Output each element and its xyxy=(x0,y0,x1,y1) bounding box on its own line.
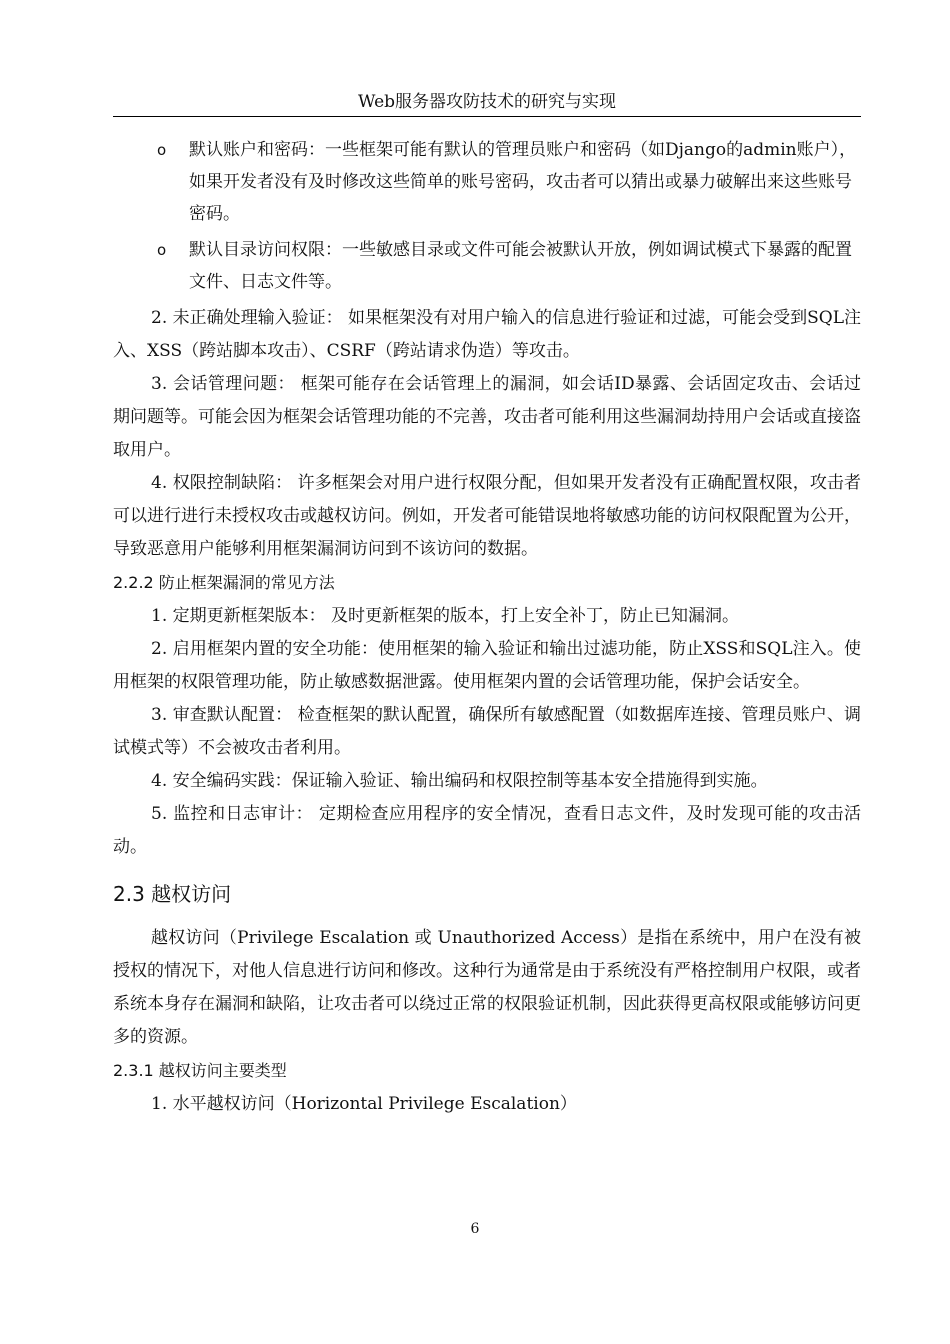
method-item-builtin-security: 2. 启用框架内置的安全功能：使用框架的输入验证和输出过滤功能，防止XSS和SQL注入。使用框架的权限管理功能，防止敏感数据泄露。使用框架内置的会话管理功能，保护会话安全。 xyxy=(113,639,861,692)
method-item-update: 1. 定期更新框架版本： 及时更新框架的版本，打上安全补丁，防止已知漏洞。 xyxy=(151,606,740,626)
header-divider xyxy=(113,116,861,117)
page-number: 6 xyxy=(470,1221,480,1237)
method-item-review-config: 3. 审查默认配置： 检查框架的默认配置，确保所有敏感配置（如数据库连接、管理员账户、调试模式等）不会被攻击者利用。 xyxy=(113,705,861,758)
vuln-item-access-control: 4. 权限控制缺陷： 许多框架会对用户进行权限分配，但如果开发者没有正确配置权限，攻击者可以进行进行未授权攻击或越权访问。例如，开发者可能错误地将敏感功能的访问权限配置为公开，导致恶意用户能够利用框架漏洞访问到不该访问的数据。 xyxy=(113,473,861,559)
section-2-3-intro: 越权访问（Privilege Escalation 或 Unauthorized Access）是指在系统中，用户在没有被授权的情况下，对他人信息进行访问和修改。这种行为通常是由于系统没有严格控制用户权限，或者系统本身存在漏洞和缺陷，让攻击者可以绕过正常的权限验证机制，因此获得更高权限或能够访问更多的资源。 xyxy=(113,928,861,1047)
type-item-horizontal: 1. 水平越权访问（Horizontal Privilege Escalation） xyxy=(151,1094,577,1114)
method-item-secure-coding: 4. 安全编码实践：保证输入验证、输出编码和权限控制等基本安全措施得到实施。 xyxy=(151,771,768,791)
bullet-text: 默认账户和密码：一些框架可能有默认的管理员账户和密码（如Django的admin账户），如果开发者没有及时修改这些简单的账号密码，攻击者可以猜出或暴力破解出来这些账号密码。 xyxy=(189,140,857,224)
bullet-circle-icon: o xyxy=(157,241,167,259)
page-content xyxy=(113,134,861,1121)
vuln-item-input-validation: 2. 未正确处理输入验证： 如果框架没有对用户输入的信息进行验证和过滤，可能会受到SQL注入、XSS（跨站脚本攻击）、CSRF（跨站请求伪造）等攻击。 xyxy=(113,308,861,361)
running-header-title: Web服务器攻防技术的研究与实现 xyxy=(357,92,617,112)
vuln-item-session-management: 3. 会话管理问题： 框架可能存在会话管理上的漏洞，如会话ID暴露、会话固定攻击、会话过期问题等。可能会因为框架会话管理功能的不完善，攻击者可能利用这些漏洞劫持用户会话或直接盗取用户。 xyxy=(113,374,861,460)
bullet-item-default-directory xyxy=(113,234,861,298)
bullet-circle-icon: o xyxy=(157,141,167,159)
section-heading-2-3: 2.3 越权访问 xyxy=(113,882,232,906)
bullet-item-default-accounts xyxy=(113,134,861,230)
bullet-text: 默认目录访问权限：一些敏感目录或文件可能会被默认开放，例如调试模式下暴露的配置文件、日志文件等。 xyxy=(189,240,852,292)
section-heading-2-2-2: 2.2.2 防止框架漏洞的常见方法 xyxy=(113,573,335,592)
section-heading-2-3-1: 2.3.1 越权访问主要类型 xyxy=(113,1061,287,1080)
method-item-monitoring: 5. 监控和日志审计： 定期检查应用程序的安全情况，查看日志文件，及时发现可能的攻击活动。 xyxy=(113,804,861,857)
